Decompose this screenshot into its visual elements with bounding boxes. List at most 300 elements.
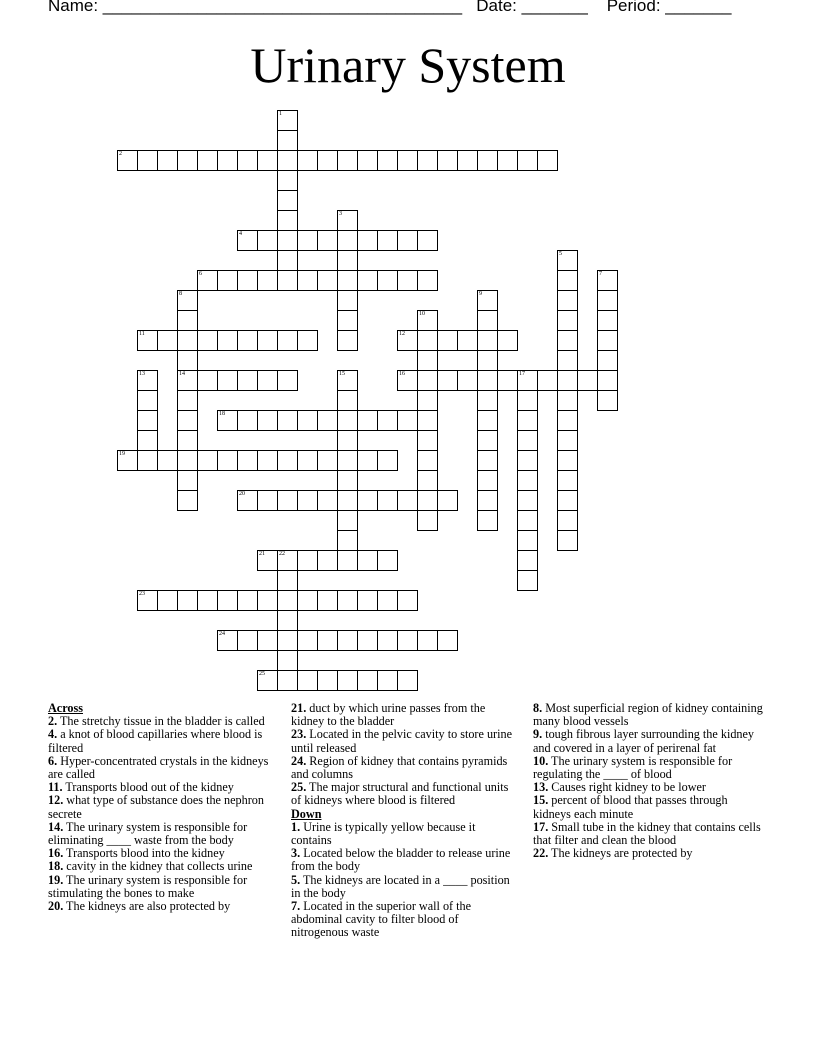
grid-cell[interactable] [557,390,578,411]
clue-item-number: 21. [291,701,307,715]
clue-number: 22 [279,551,285,557]
grid-cell[interactable] [337,390,358,411]
grid-cell[interactable] [517,430,538,451]
clue-item: 12. what type of substance does the nephron secrete [48,793,264,821]
clue-number: 20 [239,491,245,497]
grid-cell[interactable] [477,350,498,371]
grid-cell[interactable] [417,370,438,391]
clue-item-number: 22. [533,846,549,861]
grid-cell[interactable] [357,630,378,651]
clue-number: 13 [139,371,145,377]
grid-cell[interactable] [337,590,358,611]
grid-cell[interactable] [337,250,358,271]
grid-cell[interactable] [377,630,398,651]
grid-cell[interactable] [377,590,398,611]
grid-cell[interactable] [377,270,398,291]
grid-cell[interactable] [257,550,278,571]
grid-cell[interactable] [197,330,218,351]
grid-cell[interactable] [497,150,518,171]
grid-cell[interactable] [177,330,198,351]
grid-cell[interactable] [237,490,258,511]
grid-cell[interactable] [277,150,298,171]
grid-cell[interactable] [597,330,618,351]
grid-cell[interactable] [477,370,498,391]
grid-cell[interactable] [597,350,618,371]
clue-item-number: 8. [533,701,543,715]
grid-cell[interactable] [317,230,338,251]
grid-cell[interactable] [377,490,398,511]
grid-cell[interactable] [597,290,618,311]
grid-cell[interactable] [297,670,318,691]
grid-cell[interactable] [337,230,358,251]
grid-cell[interactable] [137,150,158,171]
grid-cell[interactable] [337,630,358,651]
grid-cell[interactable] [237,590,258,611]
grid-cell[interactable] [337,670,358,691]
date-field[interactable]: Date: _______ [476,0,588,15]
grid-cell[interactable] [357,150,378,171]
grid-cell[interactable] [257,630,278,651]
grid-cell[interactable] [257,670,278,691]
clue-item-number: 24. [291,753,307,768]
grid-cell[interactable] [277,490,298,511]
grid-cell[interactable] [217,410,238,431]
grid-cell[interactable] [357,410,378,431]
grid-cell[interactable] [317,670,338,691]
grid-cell[interactable] [337,490,358,511]
grid-cell[interactable] [317,490,338,511]
clue-item: 10. The urinary system is responsible for regulating the ____ of blood [533,753,733,782]
grid-cell[interactable] [337,150,358,171]
grid-cell[interactable] [217,590,238,611]
grid-cell[interactable] [477,150,498,171]
clue-item: 13. Causes right kidney to be lower [533,780,706,795]
grid-cell[interactable] [277,210,298,231]
grid-cell[interactable] [277,610,298,631]
clue-number: 19 [119,451,125,457]
grid-cell[interactable] [237,450,258,471]
grid-cell[interactable] [317,270,338,291]
grid-cell[interactable] [397,670,418,691]
grid-cell[interactable] [117,150,138,171]
grid-cell[interactable] [337,270,358,291]
clue-number: 23 [139,591,145,597]
grid-cell[interactable] [277,330,298,351]
grid-cell[interactable] [277,550,298,571]
grid-cell[interactable] [517,150,538,171]
grid-cell[interactable] [177,590,198,611]
clue-item-number: 18. [48,859,64,874]
clue-number: 12 [399,331,405,337]
grid-cell[interactable] [417,490,438,511]
grid-cell[interactable] [137,370,158,391]
grid-cell[interactable] [557,370,578,391]
grid-cell[interactable] [557,290,578,311]
clue-column-2 [291,702,517,940]
clue-item: 24. Region of kidney that contains pyramids and columns [291,753,508,782]
grid-cell[interactable] [337,290,358,311]
clue-item-number: 13. [533,780,549,795]
grid-cell[interactable] [297,270,318,291]
clue-section-heading: Down [291,806,322,821]
grid-cell[interactable] [257,230,278,251]
grid-cell[interactable] [557,410,578,431]
grid-cell[interactable] [457,330,478,351]
grid-cell[interactable] [357,550,378,571]
grid-cell[interactable] [417,230,438,251]
clue-item: 20. The kidneys are also protected by [48,899,231,914]
clue-number: 7 [599,271,602,277]
grid-cell[interactable] [117,450,138,471]
grid-cell[interactable] [417,450,438,471]
grid-cell[interactable] [437,630,458,651]
grid-cell[interactable] [477,330,498,351]
grid-cell[interactable] [477,390,498,411]
grid-cell[interactable] [257,150,278,171]
grid-cell[interactable] [277,270,298,291]
grid-cell[interactable] [417,350,438,371]
grid-cell[interactable] [337,510,358,531]
clue-item-number: 4. [48,727,58,742]
grid-cell[interactable] [437,150,458,171]
grid-cell[interactable] [437,490,458,511]
grid-cell[interactable] [257,270,278,291]
grid-cell[interactable] [277,250,298,271]
grid-cell[interactable] [177,350,198,371]
grid-cell[interactable] [557,430,578,451]
grid-cell[interactable] [277,450,298,471]
grid-cell[interactable] [517,390,538,411]
clue-number: 5 [559,251,562,257]
grid-cell[interactable] [397,630,418,651]
clue-number: 4 [239,231,242,237]
grid-cell[interactable] [217,370,238,391]
grid-cell[interactable] [137,430,158,451]
grid-cell[interactable] [397,590,418,611]
clue-item-number: 15. [533,793,549,808]
grid-cell[interactable] [457,370,478,391]
grid-cell[interactable] [557,510,578,531]
grid-cell[interactable] [337,330,358,351]
grid-cell[interactable] [277,570,298,591]
grid-cell[interactable] [217,630,238,651]
grid-cell[interactable] [377,230,398,251]
grid-cell[interactable] [317,150,338,171]
grid-cell[interactable] [237,230,258,251]
clue-number: 18 [219,411,225,417]
grid-cell[interactable] [597,390,618,411]
grid-cell[interactable] [257,450,278,471]
grid-cell[interactable] [517,490,538,511]
grid-cell[interactable] [517,570,538,591]
clue-number: 2 [119,151,122,157]
clue-item: 22. The kidneys are protected by [533,846,693,861]
grid-cell[interactable] [297,450,318,471]
puzzle-title: Urinary System [250,37,566,93]
grid-cell[interactable] [357,450,378,471]
grid-cell[interactable] [517,470,538,491]
grid-cell[interactable] [477,310,498,331]
grid-cell[interactable] [557,470,578,491]
grid-cell[interactable] [477,470,498,491]
clue-number: 24 [219,631,225,637]
grid-cell[interactable] [517,550,538,571]
grid-cell[interactable] [377,670,398,691]
grid-cell[interactable] [357,230,378,251]
grid-cell[interactable] [417,430,438,451]
grid-cell[interactable] [457,150,478,171]
grid-cell[interactable] [437,330,458,351]
grid-cell[interactable] [397,230,418,251]
grid-cell[interactable] [517,410,538,431]
grid-cell[interactable] [497,330,518,351]
grid-cell[interactable] [237,330,258,351]
grid-cell[interactable] [577,370,598,391]
clue-number: 10 [419,311,425,317]
clue-item-number: 3. [291,846,301,861]
clue-item-number: 16. [48,846,64,861]
grid-cell[interactable] [417,510,438,531]
grid-cell[interactable] [537,150,558,171]
grid-cell[interactable] [337,450,358,471]
grid-cell[interactable] [377,550,398,571]
grid-cell[interactable] [477,450,498,471]
grid-cell[interactable] [417,630,438,651]
name-field[interactable]: Name: ______________________________________ [48,0,463,15]
grid-cell[interactable] [197,590,218,611]
grid-cell[interactable] [297,630,318,651]
grid-cell[interactable] [177,410,198,431]
clue-number: 17 [519,371,525,377]
grid-cell[interactable] [177,490,198,511]
grid-cell[interactable] [297,330,318,351]
clue-item: 1. Urine is typically yellow because it contains [291,819,476,848]
grid-cell[interactable] [477,290,498,311]
grid-cell[interactable] [337,550,358,571]
grid-cell[interactable] [237,630,258,651]
grid-cell[interactable] [197,370,218,391]
grid-cell[interactable] [517,510,538,531]
grid-cell[interactable] [297,490,318,511]
grid-cell[interactable] [597,310,618,331]
grid-cell[interactable] [517,450,538,471]
grid-cell[interactable] [417,410,438,431]
grid-cell[interactable] [377,150,398,171]
grid-cell[interactable] [477,410,498,431]
grid-cell[interactable] [477,510,498,531]
grid-cell[interactable] [377,450,398,471]
grid-cell[interactable] [437,370,458,391]
grid-cell[interactable] [417,330,438,351]
clue-item: 16. Transports blood into the kidney [48,846,225,861]
grid-cell[interactable] [557,310,578,331]
grid-cell[interactable] [557,490,578,511]
clue-number: 9 [479,291,482,297]
grid-cell[interactable] [257,490,278,511]
grid-cell[interactable] [317,630,338,651]
grid-cell[interactable] [417,150,438,171]
clue-item-number: 12. [48,793,64,808]
clue-number: 3 [339,211,342,217]
grid-cell[interactable] [237,150,258,171]
grid-cell[interactable] [497,370,518,391]
grid-cell[interactable] [177,150,198,171]
grid-cell[interactable] [157,590,178,611]
clue-number: 25 [259,671,265,677]
clue-item: 23. Located in the pelvic cavity to store urine until released [291,727,512,755]
grid-cell[interactable] [177,390,198,411]
clue-item-number: 10. [533,753,549,768]
grid-cell[interactable] [137,410,158,431]
grid-cell[interactable] [137,450,158,471]
clue-item: 17. Small tube in the kidney that contains cells that filter and clean the blood [533,819,761,848]
clue-number: 6 [199,271,202,277]
grid-cell[interactable] [277,410,298,431]
grid-cell[interactable] [277,630,298,651]
grid-cell[interactable] [317,550,338,571]
grid-cell[interactable] [277,230,298,251]
grid-cell[interactable] [277,650,298,671]
grid-cell[interactable] [217,270,238,291]
grid-cell[interactable] [177,290,198,311]
clue-item: 6. Hyper-concentrated crystals in the kidneys are called [48,753,269,782]
grid-cell[interactable] [177,450,198,471]
grid-cell[interactable] [317,590,338,611]
grid-cell[interactable] [357,270,378,291]
grid-cell[interactable] [177,370,198,391]
grid-cell[interactable] [337,530,358,551]
grid-cell[interactable] [157,330,178,351]
grid-cell[interactable] [277,130,298,151]
grid-cell[interactable] [137,330,158,351]
grid-cell[interactable] [197,450,218,471]
grid-cell[interactable] [517,370,538,391]
grid-cell[interactable] [237,270,258,291]
grid-cell[interactable] [177,470,198,491]
grid-cell[interactable] [557,270,578,291]
clue-number: 15 [339,371,345,377]
grid-cell[interactable] [477,430,498,451]
grid-cell[interactable] [277,370,298,391]
grid-cell[interactable] [397,270,418,291]
clue-item-number: 17. [533,819,549,834]
grid-cell[interactable] [137,590,158,611]
grid-cell[interactable] [177,310,198,331]
grid-cell[interactable] [557,250,578,271]
grid-cell[interactable] [297,590,318,611]
grid-cell[interactable] [277,170,298,191]
grid-cell[interactable] [337,370,358,391]
period-field[interactable]: Period: _______ [606,0,732,15]
grid-cell[interactable] [317,450,338,471]
grid-cell[interactable] [217,330,238,351]
grid-cell[interactable] [597,270,618,291]
clue-item: 4. a knot of blood capillaries where blood is filtered [48,727,263,755]
clue-item-number: 14. [48,819,64,834]
grid-cell[interactable] [597,370,618,391]
clue-item: 25. The major structural and functional units of kidneys where blood is filtered [291,780,509,808]
grid-cell[interactable] [417,390,438,411]
grid-cell[interactable] [257,330,278,351]
grid-cell[interactable] [257,590,278,611]
clue-item-number: 20. [48,899,64,914]
grid-cell[interactable] [297,410,318,431]
grid-cell[interactable] [397,370,418,391]
clue-number: 16 [399,371,405,377]
grid-cell[interactable] [557,350,578,371]
grid-cell[interactable] [417,470,438,491]
grid-cell[interactable] [417,310,438,331]
grid-cell[interactable] [177,430,198,451]
grid-cell[interactable] [277,190,298,211]
grid-cell[interactable] [517,530,538,551]
clue-item-number: 25. [291,780,307,795]
clue-item-number: 1. [291,819,301,834]
grid-cell[interactable] [257,410,278,431]
grid-cell[interactable] [557,530,578,551]
clue-item: 19. The urinary system is responsible for stimulating the bones to make [48,872,248,900]
grid-cell[interactable] [137,390,158,411]
grid-cell[interactable] [337,470,358,491]
grid-cell[interactable] [337,410,358,431]
grid-cell[interactable] [337,430,358,451]
grid-cell[interactable] [357,590,378,611]
grid-cell[interactable] [197,150,218,171]
grid-cell[interactable] [157,450,178,471]
grid-cell[interactable] [217,450,238,471]
grid-cell[interactable] [237,370,258,391]
grid-cell[interactable] [277,110,298,131]
clue-item-number: 9. [533,727,543,742]
grid-cell[interactable] [277,670,298,691]
grid-cell[interactable] [297,150,318,171]
clue-column-1 [48,702,274,913]
grid-cell[interactable] [397,330,418,351]
clue-number: 14 [179,371,185,377]
grid-cell[interactable] [197,270,218,291]
grid-cell[interactable] [377,410,398,431]
grid-cell[interactable] [237,410,258,431]
clue-item: 21. duct by which urine passes from the kidney to the bladder [291,701,486,729]
clue-item-number: 5. [291,872,301,887]
grid-cell[interactable] [397,150,418,171]
grid-cell[interactable] [157,150,178,171]
clue-item: 11. Transports blood out of the kidney [48,780,234,795]
grid-cell[interactable] [357,670,378,691]
grid-cell[interactable] [477,490,498,511]
clue-number: 11 [139,331,145,337]
clue-section-heading: Across [48,701,83,715]
grid-cell[interactable] [317,410,338,431]
grid-cell[interactable] [217,150,238,171]
grid-cell[interactable] [277,590,298,611]
clue-item: 18. cavity in the kidney that collects urine [48,859,253,874]
grid-cell[interactable] [537,370,558,391]
grid-cell[interactable] [557,450,578,471]
grid-cell[interactable] [417,270,438,291]
grid-cell[interactable] [337,310,358,331]
grid-cell[interactable] [397,490,418,511]
grid-cell[interactable] [557,330,578,351]
clue-column-3 [533,702,765,860]
grid-cell[interactable] [257,370,278,391]
grid-cell[interactable] [337,210,358,231]
grid-cell[interactable] [357,490,378,511]
clue-item: 5. The kidneys are located in a ____ position in the body [291,872,510,900]
grid-cell[interactable] [297,230,318,251]
grid-cell[interactable] [297,550,318,571]
grid-cell[interactable] [397,410,418,431]
